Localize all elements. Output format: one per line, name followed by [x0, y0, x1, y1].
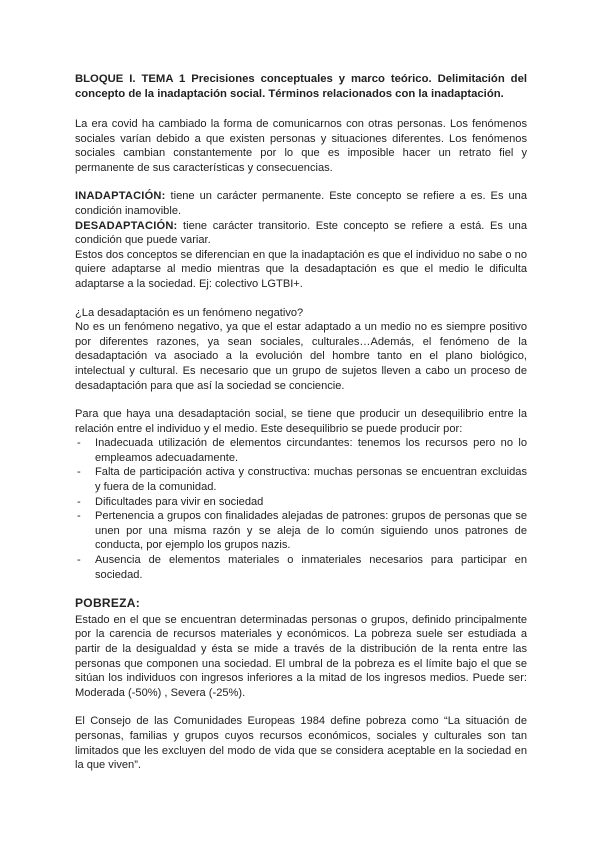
bullet-marker: - [77, 510, 81, 523]
list-item: - Falta de participación activa y constructiva: muchas personas se encuentran excluidas y fuera de la comunidad. [77, 466, 527, 494]
desadaptacion-text: tiene carácter transitorio. Este concepto se refiere a está. Es una condición que puede variar. [75, 219, 527, 247]
inadaptacion-definition [75, 189, 527, 218]
intro-paragraph: La era covid ha cambiado la forma de comunicarnos con otras personas. Los fenómenos sociales varían debido a que existen personas y situaciones diferentes. Los fenómenos sociales cambian constantemente por lo que es imposible hacer un retrato fiel y permanente de sus características y consecuencias. [75, 118, 527, 174]
pobreza-definition: Estado en el que se encuentran determinadas personas o grupos, definido principalmente por la carencia de recursos materiales y económicos. La pobreza suele ser estudiada a partir de la desigualdad y ésta se mide a través de la distribución de la renta entre las personas que componen una sociedad. El umbral de la pobreza es el límite bajo el que se sitúan los individuos con ingresos inferiores a la mitad de los ingresos medios. Puede ser: Moderada (-50%) , Severa (-25%). [75, 613, 527, 699]
question-line: ¿La desadaptación es un fenómeno negativo? [75, 306, 304, 319]
inadaptacion-term: INADAPTACIÓN: [75, 190, 166, 203]
list-item: - Inadecuada utilización de elementos circundantes: tenemos los recursos pero no lo empleamos adecuadamente. [77, 437, 527, 464]
bullet-marker: - [77, 495, 81, 508]
bullet-marker: - [77, 466, 81, 479]
list-item: - Pertenencia a grupos con finalidades alejadas de patrones: grupos de personas que se unen por una misma razón y se aleja de lo común siguiendo unos patrones de conducta, por ejemplo los grupos nazis. [77, 510, 527, 552]
answer-paragraph: No es un fenómeno negativo, ya que el estar adaptado a un medio no es siempre positivo por diferentes razones, ya sean sociales, culturales…Además, el fenómeno de la desadaptación va asociado a la evolución del hombre tanto en el plano biológico, intelectual y cultural. Es necesario que un grupo de sujetos lleven a cabo un proceso de desadaptación para que así la sociedad se conciencie. [75, 321, 527, 392]
imbalance-intro: Para que haya una desadaptación social, se tiene que producir un desequilibrio entre la relación entre el individuo y el medio. Este desequilibrio se puede producir por: [75, 408, 527, 435]
bullet-marker: - [77, 554, 81, 567]
desadaptacion-definition [75, 219, 527, 248]
document-page [75, 72, 527, 773]
pobreza-heading: POBREZA: [75, 596, 141, 611]
document-title: BLOQUE I. TEMA 1 Precisiones conceptuales y marco teórico. Delimitación del concepto de la inadaptación social. Términos relacionados con la inadaptación. [75, 73, 527, 100]
consejo-paragraph: El Consejo de las Comunidades Europeas 1984 define pobreza como “La situación de personas, familias y grupos cuyos recursos económicos, sociales y culturales son tan limitados que les excluyen del modo de vida que se considera aceptable en la sociedad en la que viven”. [75, 715, 527, 772]
inadaptacion-text: tiene un carácter permanente. Este concepto se refiere a es. Es una condición inamovible. [75, 190, 527, 217]
bullet-marker: - [77, 437, 81, 450]
causes-list [75, 436, 527, 582]
difference-paragraph: Estos dos conceptos se diferencian en que la inadaptación es que el individuo no sabe o no quiere adaptarse al medio mientras que la desadaptación es que el medio le dificulta adaptarse a la sociedad. Ej: colectivo LGTBI+. [75, 248, 527, 290]
desadaptacion-term: DESADAPTACIÓN: [75, 219, 178, 232]
list-item: - Ausencia de elementos materiales o inmateriales necesarios para participar en sociedad. [77, 554, 527, 581]
list-item: - Dificultades para vivir en sociedad [77, 495, 264, 508]
